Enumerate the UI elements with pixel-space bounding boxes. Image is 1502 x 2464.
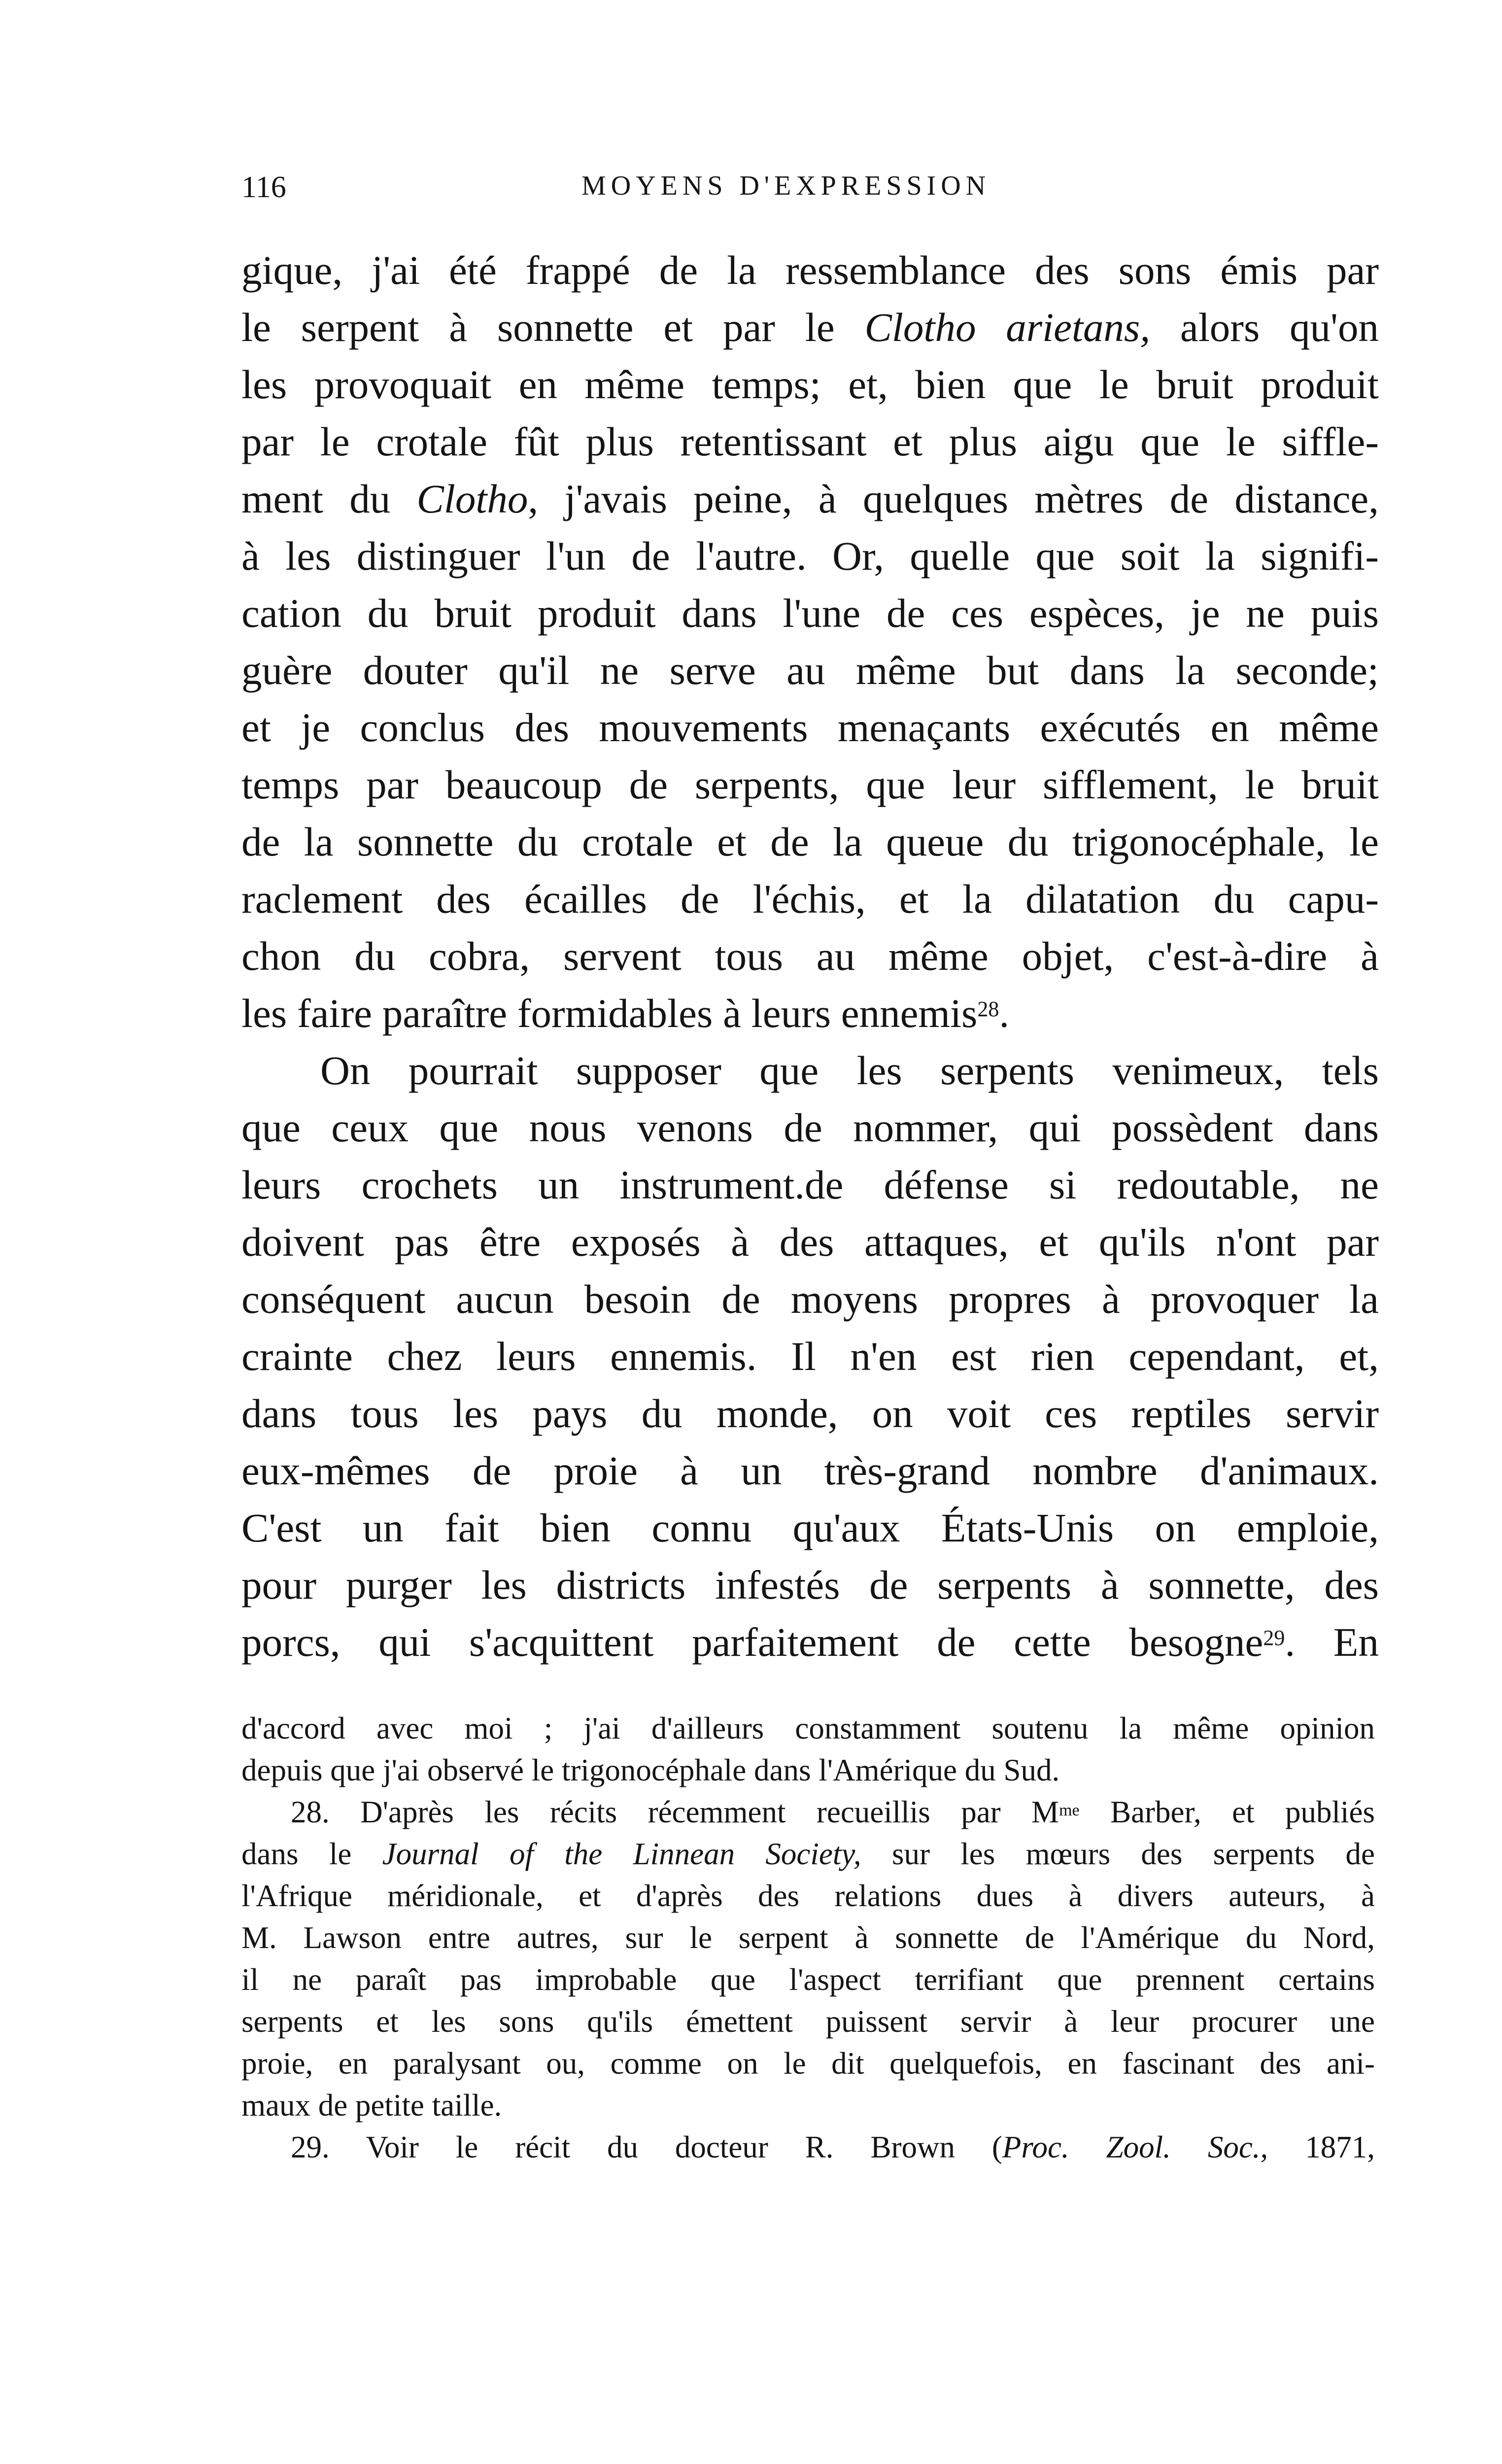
text-line: raclement des écailles de l'échis, et la dilatation du capu- bbox=[241, 876, 1379, 922]
text-line: dans tous les pays du monde, on voit ces reptiles servir bbox=[241, 1391, 1379, 1436]
footnote-line bbox=[241, 1833, 1375, 1875]
footnote-line: proie, en paralysant ou, comme on le dit quelquefois, en fascinant des ani- bbox=[241, 2046, 1375, 2081]
text-line: crainte chez leurs ennemis. Il n'en est rien cependant, et, bbox=[241, 1334, 1379, 1379]
footnote-line: d'accord avec moi ; j'ai d'ailleurs constamment soutenu la même opinion bbox=[241, 1711, 1375, 1745]
text-line: On pourrait supposer que les serpents venimeux, tels bbox=[320, 1048, 1379, 1093]
footnote-line bbox=[241, 2126, 1375, 2168]
text-line: chon du cobra, servent tous au même objet, c'est-à-dire à bbox=[241, 933, 1379, 979]
text-run: 29. Voir le récit du docteur R. Brown ( bbox=[291, 2130, 1002, 2164]
page-header bbox=[241, 170, 1412, 229]
footnote-29 bbox=[241, 2126, 1375, 2168]
footnotes bbox=[241, 1708, 1375, 2168]
text-line bbox=[241, 1613, 1379, 1671]
superscript-abbrev: me bbox=[1059, 1801, 1080, 1819]
paragraph-1 bbox=[241, 241, 1379, 1042]
italic-journal-title: Journal of the Linnean Society, bbox=[382, 1837, 861, 1871]
text-line: cation du bruit produit dans l'une de ces espèces, je ne puis bbox=[241, 590, 1379, 636]
main-text bbox=[241, 241, 1379, 1671]
text-line: à les distinguer l'un de l'autre. Or, quelle que soit la signifi- bbox=[241, 533, 1379, 579]
text-run: sur les mœurs des serpents de bbox=[861, 1837, 1375, 1871]
footnote-line: serpents et les sons qu'ils émettent puissent servir à leur procurer une bbox=[241, 2004, 1375, 2039]
text-run: 1871, bbox=[1268, 2130, 1375, 2164]
text-line: temps par beaucoup de serpents, que leur sifflement, le bruit bbox=[241, 762, 1379, 807]
running-title: MOYENS D'EXPRESSION bbox=[581, 171, 991, 201]
text-line: eux-mêmes de proie à un très-grand nombre d'animaux. bbox=[241, 1448, 1379, 1493]
text-line bbox=[241, 985, 1379, 1042]
text-line: que ceux que nous venons de nommer, qui possèdent dans bbox=[241, 1105, 1379, 1150]
footnote-ref-28: 28 bbox=[977, 997, 999, 1021]
footnote-continuation bbox=[241, 1708, 1375, 1791]
text-line: par le crotale fût plus retentissant et plus aigu que le siffle- bbox=[241, 419, 1379, 464]
text-line bbox=[241, 470, 1379, 527]
text-run: alors qu'on bbox=[1150, 305, 1379, 350]
text-line: gique, j'ai été frappé de la ressemblance des sons émis par bbox=[241, 247, 1379, 293]
text-run: . bbox=[999, 991, 1010, 1036]
text-line: pour purger les districts infestés de serpents à sonnette, des bbox=[241, 1562, 1379, 1608]
text-line: et je conclus des mouvements menaçants exécutés en même bbox=[241, 705, 1379, 750]
text-run: , j'avais peine, à quelques mètres de distance, bbox=[528, 476, 1379, 521]
italic-species-name: Clotho bbox=[416, 476, 528, 521]
text-line bbox=[241, 299, 1379, 356]
italic-species-name: Clotho arietans, bbox=[864, 305, 1151, 350]
text-line: guère douter qu'il ne serve au même but dans la seconde; bbox=[241, 648, 1379, 693]
footnote-line: maux de petite taille. bbox=[241, 2088, 502, 2122]
page-number: 116 bbox=[241, 171, 286, 204]
footnote-line: l'Afrique méridionale, et d'après des relations dues à divers auteurs, à bbox=[241, 1879, 1375, 1913]
text-run: . En bbox=[1285, 1619, 1379, 1665]
text-line: conséquent aucun besoin de moyens propres à provoquer la bbox=[241, 1276, 1379, 1322]
italic-journal-title: Proc. Zool. Soc., bbox=[1002, 2130, 1268, 2164]
text-run: dans le bbox=[241, 1837, 382, 1871]
text-line: doivent pas être exposés à des attaques, et qu'ils n'ont par bbox=[241, 1219, 1379, 1265]
text-line: de la sonnette du crotale et de la queue du trigonocéphale, le bbox=[241, 819, 1379, 864]
text-run: ment du bbox=[241, 476, 417, 521]
text-run: porcs, qui s'acquittent parfaitement de cette besogne bbox=[241, 1619, 1263, 1665]
footnote-line bbox=[241, 1791, 1375, 1833]
footnote-28 bbox=[241, 1791, 1375, 2126]
footnote-ref-29: 29 bbox=[1263, 1626, 1285, 1650]
text-run: les faire paraître formidables à leurs ennemis bbox=[241, 991, 978, 1036]
footnote-line: depuis que j'ai observé le trigonocéphale dans l'Amérique du Sud. bbox=[241, 1753, 1060, 1787]
text-line: leurs crochets un instrument.de défense si redoutable, ne bbox=[241, 1162, 1379, 1207]
footnote-line: M. Lawson entre autres, sur le serpent à sonnette de l'Amérique du Nord, bbox=[241, 1920, 1375, 1955]
text-run: 28. D'après les récits récemment recueillis par M bbox=[291, 1795, 1059, 1829]
text-run: le serpent à sonnette et par le bbox=[241, 305, 865, 350]
footnote-line: il ne paraît pas improbable que l'aspect terrifiant que prennent certains bbox=[241, 1962, 1375, 1997]
text-line: les provoquait en même temps; et, bien que le bruit produit bbox=[241, 362, 1379, 407]
paragraph-2 bbox=[241, 1042, 1379, 1671]
text-run: Barber, et publiés bbox=[1079, 1795, 1375, 1829]
text-line: C'est un fait bien connu qu'aux États-Unis on emploie, bbox=[241, 1505, 1379, 1550]
